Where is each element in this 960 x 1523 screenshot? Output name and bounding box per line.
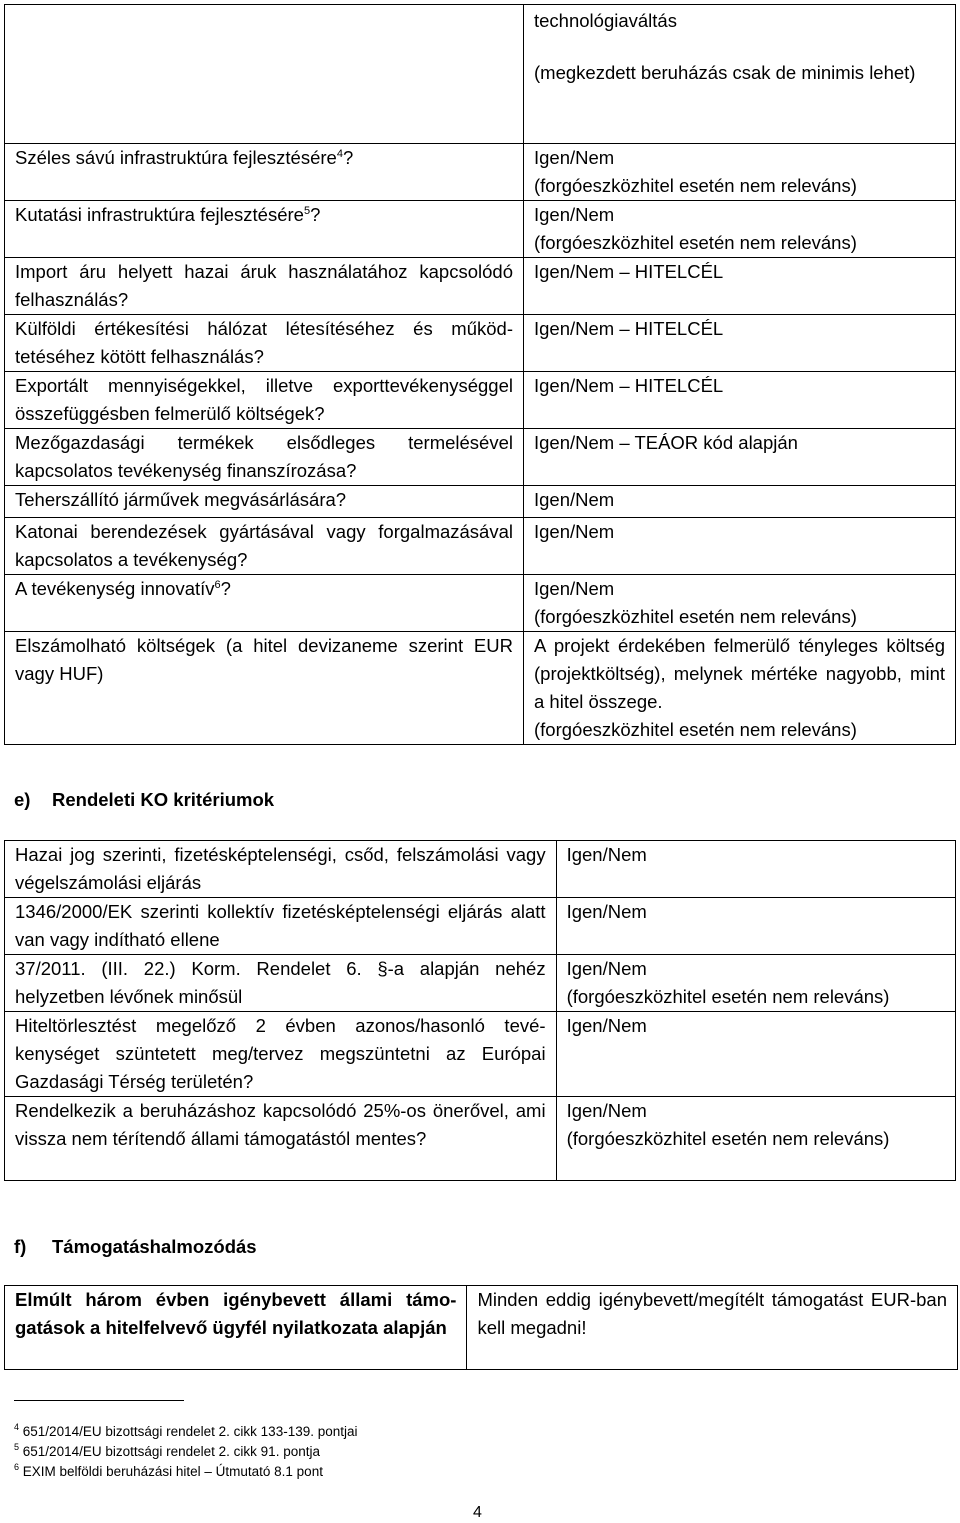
question-text: A tevékenység innovatív — [15, 578, 215, 599]
answer-text: technológiaváltás — [534, 10, 677, 31]
answer-text: Igen/Nem – HITELCÉL — [534, 375, 724, 396]
table-row — [5, 841, 956, 898]
answer-text: Igen/Nem — [534, 489, 615, 510]
question-text: Teherszállító járművek megvásárlására? — [15, 489, 347, 510]
footnote — [14, 1442, 358, 1462]
table-row — [5, 315, 956, 372]
answer-cell — [524, 258, 956, 315]
answer-text: Igen/Nem – HITELCÉL — [534, 261, 724, 282]
section-heading-f — [14, 1233, 257, 1261]
footnote-ref: 5 — [303, 205, 311, 217]
question-cell — [5, 1097, 557, 1181]
section-heading-e — [14, 786, 274, 814]
question-text: Mezőgazdasági termékek elsődleges termelésével kapcsolatos tevékenység finanszírozása? — [15, 432, 513, 481]
question-cell — [5, 429, 524, 486]
table-row — [5, 575, 956, 632]
answer-text: Igen/Nem — [566, 958, 647, 979]
page-number: 4 — [473, 1504, 482, 1521]
answer-cell — [524, 144, 956, 201]
question-cell — [5, 898, 557, 955]
table-row — [5, 632, 956, 745]
answer-cell — [556, 841, 955, 898]
answer-cell — [524, 429, 956, 486]
answer-note: (forgóeszközhitel esetén nem releváns) — [534, 606, 857, 627]
table-row — [5, 486, 956, 518]
answer-cell — [524, 372, 956, 429]
footnotes — [14, 1422, 358, 1482]
table-row — [5, 1012, 956, 1097]
table-row — [5, 955, 956, 1012]
question-text: Katonai berendezések gyártásával vagy forgalmazásával kapcsolatos a tevékenység? — [15, 521, 513, 570]
answer-cell — [524, 632, 956, 745]
answer-note: (forgóeszközhitel esetén nem releváns) — [534, 232, 857, 253]
ko-criteria-table — [4, 840, 956, 1181]
table-row — [5, 5, 956, 144]
answer-text: Igen/Nem – TEÁOR kód alapján — [534, 432, 798, 453]
section-label: f) — [14, 1236, 27, 1257]
answer-cell — [556, 955, 955, 1012]
footnote-text: 651/2014/EU bizottsági rendelet 2. cikk 133-139. pontjai — [22, 1424, 358, 1439]
footnote-divider — [14, 1400, 184, 1401]
table-row — [5, 898, 956, 955]
question-text: Külföldi értékesítési hálózat létesítéséhez és működtetéséhez kötött felhasználás? — [15, 318, 513, 367]
footnote-number: 5 — [14, 1442, 20, 1452]
table-row — [5, 201, 956, 258]
question-cell — [5, 1012, 557, 1097]
answer-cell — [524, 486, 956, 518]
footnote — [14, 1462, 358, 1482]
table-cell-empty — [5, 5, 524, 144]
answer-cell — [524, 315, 956, 372]
answer-text: Igen/Nem — [566, 1100, 647, 1121]
answer-text: Igen/Nem — [566, 901, 647, 922]
table-cell — [524, 5, 956, 144]
table-row — [5, 518, 956, 575]
answer-text: Igen/Nem — [534, 521, 615, 542]
footnote-text: EXIM belföldi beruházási hitel – Útmutató 8.1 pont — [22, 1464, 323, 1479]
footnote-number: 4 — [14, 1422, 20, 1432]
answer-text: Igen/Nem — [566, 844, 647, 865]
question-suffix: ? — [342, 147, 354, 168]
question-text: Kutatási infrastruktúra fejlesztésére — [15, 204, 304, 225]
section-title: Rendeleti KO kritériumok — [52, 789, 275, 810]
footnote-ref: 6 — [214, 579, 221, 591]
question-cell — [5, 841, 557, 898]
question-cell — [5, 144, 524, 201]
table-row — [5, 1097, 956, 1181]
question-cell — [5, 201, 524, 258]
answer-text: Igen/Nem — [534, 147, 615, 168]
question-cell — [5, 575, 524, 632]
footnote-number: 6 — [14, 1462, 20, 1472]
table-row — [5, 372, 956, 429]
question-cell — [5, 518, 524, 575]
question-cell — [5, 632, 524, 745]
question-cell — [5, 955, 557, 1012]
answer-note: (forgóeszközhitel esetén nem releváns) — [534, 719, 857, 740]
answer-text: Igen/Nem – HITELCÉL — [534, 318, 724, 339]
table-row — [5, 429, 956, 486]
answer-cell — [524, 518, 956, 575]
declaration-cell: Elmúlt három évben igénybevett állami támogatások a hitelfelvevő ügyfél nyilatkozata alapján — [5, 1286, 467, 1370]
answer-note: (forgóeszközhitel esetén nem releváns) — [566, 986, 890, 1007]
footnote-text: 651/2014/EU bizottsági rendelet 2. cikk 91. pontja — [22, 1444, 320, 1459]
question-text: Import áru helyett hazai áruk használatához kapcsolódó felhasználás? — [15, 261, 513, 310]
answer-text: (megkezdett beruházás csak de minimis lehet) — [534, 62, 916, 83]
aid-accumulation-table — [4, 1285, 958, 1370]
eligibility-table — [4, 4, 956, 745]
answer-text: Igen/Nem — [534, 204, 615, 225]
table-row — [5, 144, 956, 201]
footnote-ref: 4 — [336, 148, 343, 160]
answer-text: Igen/Nem — [534, 578, 615, 599]
answer-cell — [524, 575, 956, 632]
question-suffix: ? — [310, 204, 321, 225]
question-text: Elszámolható költségek (a hitel devizaneme szerint EUR vagy HUF) — [15, 635, 513, 684]
question-text: Hazai jog szerinti, fizetésképtelenségi, csőd, felszámolási vagy végelszámolási eljárás — [15, 844, 546, 893]
answer-text: A projekt érdekében felmerülő tényleges költség (projektköltség), melynek mértéke nagyobb, mint a hitel összege. — [534, 635, 945, 712]
question-text: 1346/2000/EK szerinti kollektív fizetésképtelenségi eljárás alatt van vagy indítható ellene — [15, 901, 546, 950]
answer-note: (forgóeszközhitel esetén nem releváns) — [534, 175, 857, 196]
instruction-cell: Minden eddig igénybevett/megítélt támogatást EUR-ban kell megadni! — [467, 1286, 958, 1370]
table-row — [5, 258, 956, 315]
table-row — [5, 1286, 958, 1370]
question-text: Hiteltörlesztést megelőző 2 évben azonos/hasonló tevékenységet szüntetett meg/tervez megszüntetni az Európai Gazdasági Térség területén? — [15, 1015, 546, 1092]
question-cell — [5, 372, 524, 429]
answer-cell — [556, 898, 955, 955]
answer-cell — [524, 201, 956, 258]
section-title: Támogatáshalmozódás — [52, 1236, 257, 1257]
question-text: Széles sávú infrastruktúra fejlesztésére — [15, 147, 337, 168]
answer-cell — [556, 1012, 955, 1097]
question-cell — [5, 486, 524, 518]
section-label: e) — [14, 789, 31, 810]
question-cell — [5, 258, 524, 315]
question-text: 37/2011. (III. 22.) Korm. Rendelet 6. §-a alapján nehéz helyzetben lévőnek minősül — [15, 958, 546, 1007]
answer-note: (forgóeszközhitel esetén nem releváns) — [566, 1128, 890, 1149]
question-suffix: ? — [220, 578, 231, 599]
question-text: Exportált mennyiségekkel, illetve exporttevékenységgel összefüggésben felmerülő költségek? — [15, 375, 513, 424]
question-cell — [5, 315, 524, 372]
answer-text: Igen/Nem — [566, 1015, 647, 1036]
answer-cell — [556, 1097, 955, 1181]
question-text: Rendelkezik a beruházáshoz kapcsolódó 25%-os önerővel, ami vissza nem térítendő állami támogatástól mentes? — [15, 1100, 546, 1149]
footnote — [14, 1422, 358, 1442]
